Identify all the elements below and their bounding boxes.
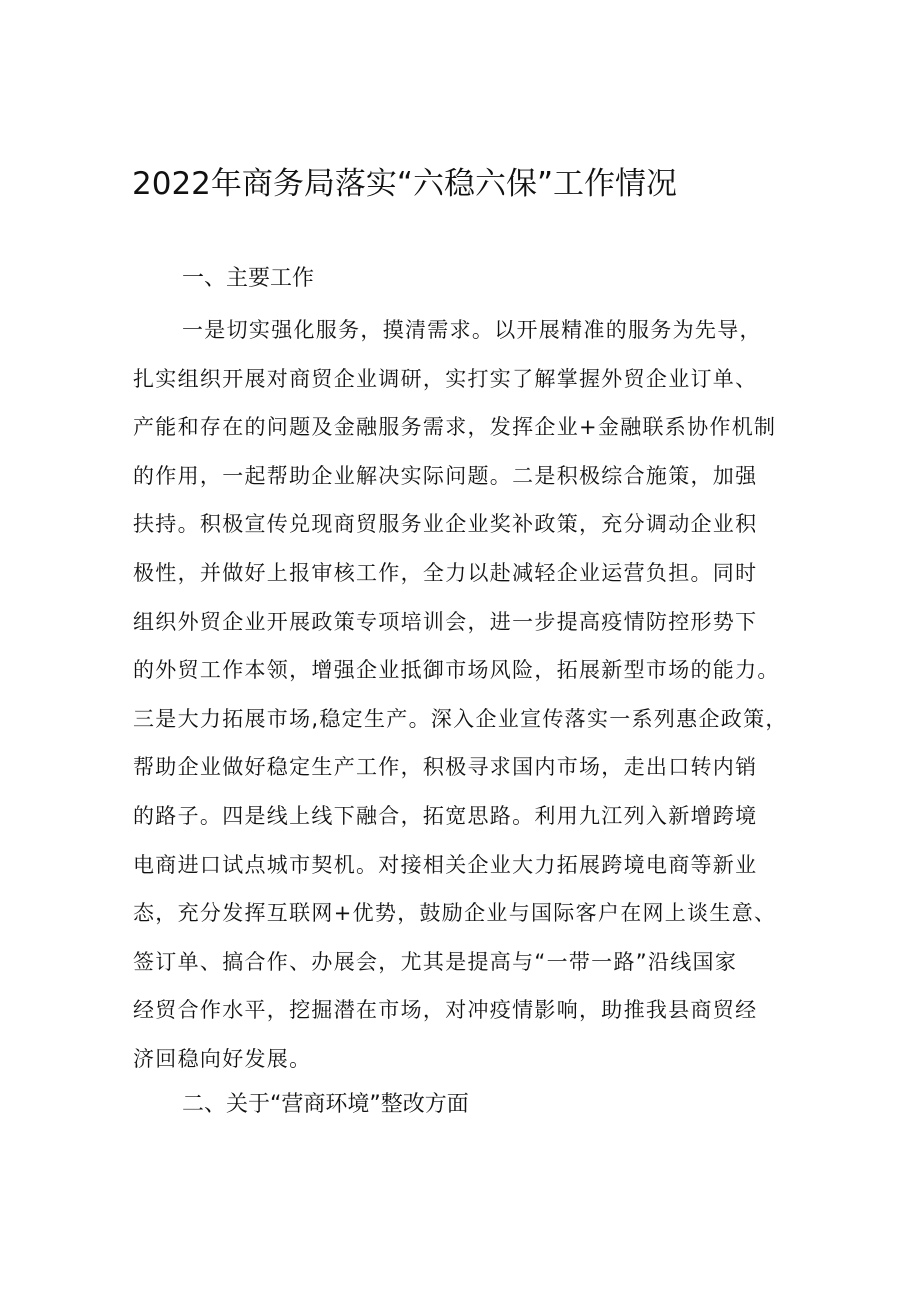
paragraph-line: 经贸合作水平，挖掘潜在市场，对冲疫情影响，助推我县商贸经 — [133, 998, 758, 1023]
paragraph-line: 扎实组织开展对商贸企业调研，实打实了解掌握外贸企业订单、 — [133, 366, 758, 391]
section-heading-business-environment: 二、关于“营商环境”整改方面 — [182, 1092, 469, 1117]
paragraph-line: 一是切实强化服务，摸清需求。以开展精准的服务为先导， — [182, 318, 762, 342]
section-heading-main-work: 一、主要工作 — [182, 266, 315, 291]
paragraph-line: 的作用，一起帮助企业解决实际问题。二是积极综合施策，加强 — [133, 463, 758, 488]
document-title: 2022年商务局落实“六稳六保”工作情况 — [132, 166, 678, 202]
paragraph-line: 电商进口试点城市契机。对接相关企业大力拓展跨境电商等新业 — [133, 852, 758, 877]
paragraph-line: 扶持。积极宣传兑现商贸服务业企业奖补政策，充分调动企业积 — [133, 512, 758, 537]
paragraph-line: 的路子。四是线上线下融合，拓宽思路。利用九江列入新增跨境 — [133, 803, 758, 828]
paragraph-line: 三是大力拓展市场,稳定生产。深入企业宣传落实一系列惠企政策， — [133, 706, 788, 731]
paragraph-line: 签订单、搞合作、办展会，尤其是提高与“一带一路”沿线国家 — [133, 949, 738, 974]
paragraph-line: 极性，并做好上报审核工作，全力以赴减轻企业运营负担。同时 — [133, 560, 758, 585]
paragraph-line: 帮助企业做好稳定生产工作，积极寻求国内市场，走出口转内销 — [133, 755, 758, 780]
paragraph-line: 济回稳向好发展。 — [133, 1046, 312, 1071]
paragraph-line: 的外贸工作本领，增强企业抵御市场风险，拓展新型市场的能力。 — [133, 658, 780, 683]
paragraph-line: 产能和存在的问题及金融服务需求，发挥企业+金融联系协作机制 — [133, 415, 777, 440]
paragraph-line: 组织外贸企业开展政策专项培训会，进一步提高疫情防控形势下 — [133, 609, 758, 634]
section-body — [133, 312, 803, 1090]
paragraph-line: 态，充分发挥互联网+优势，鼓励企业与国际客户在网上谈生意、 — [133, 901, 777, 926]
